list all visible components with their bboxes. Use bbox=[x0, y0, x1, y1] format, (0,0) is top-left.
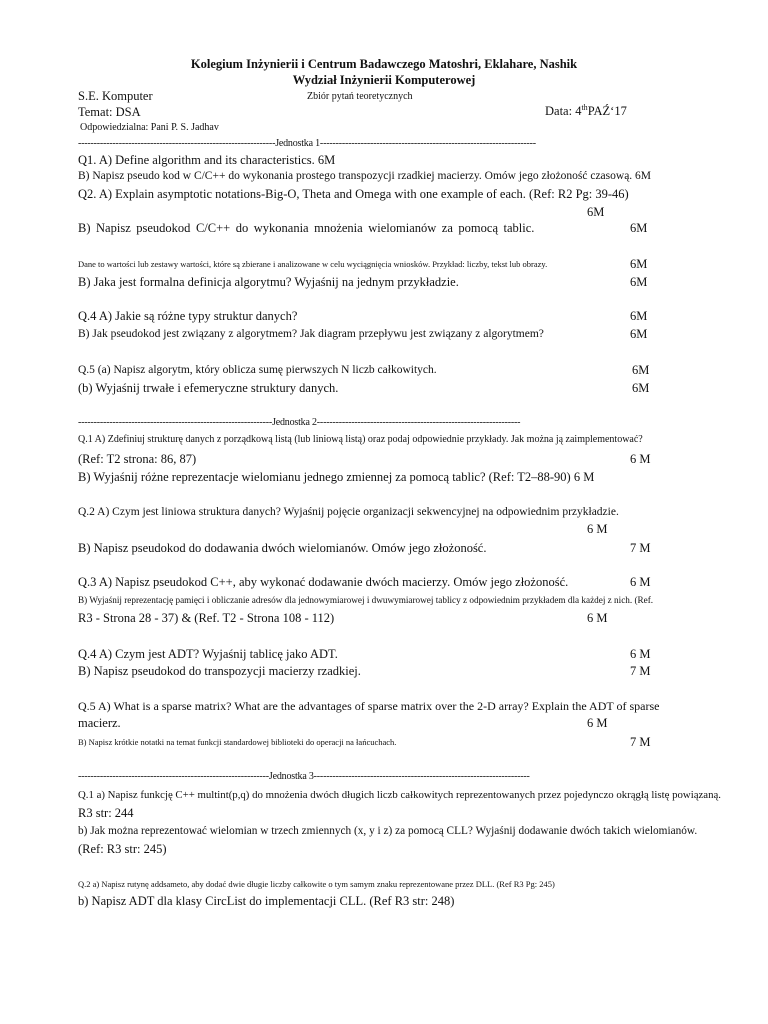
question-line: B) Napisz pseudo kod w C/C++ do wykonania prostego transpozycji rzadkiej macierzy. Omów jego złożoność czasową. 6M bbox=[78, 170, 652, 182]
marks-label: 6 M bbox=[587, 716, 608, 730]
college-name: Kolegium Inżynierii i Centrum Badawczego Matoshri, Eklahare, Nashik bbox=[190, 57, 578, 71]
question-line: B) Napisz pseudokod C/C++ do wykonania mnożenia wielomianów za pomocą tablic. bbox=[78, 221, 535, 235]
marks-label: 6M bbox=[630, 309, 648, 323]
question-line: Q.5 A) What is a sparse matrix? What are the advantages of sparse matrix over the 2-D array? Explain the ADT of sparse bbox=[78, 699, 660, 713]
faculty-in-charge: Odpowiedzialna: Pani P. S. Jadhav bbox=[80, 122, 219, 133]
question-line: (b) Wyjaśnij trwałe i efemeryczne struktury danych. bbox=[78, 381, 339, 395]
marks-label: 6M bbox=[630, 257, 648, 271]
question-line: Q.5 (a) Napisz algorytm, który oblicza sumę pierwszych N liczb całkowitych. bbox=[78, 364, 437, 376]
unit-3-divider: -------------------------------------------------------------Jednostka 3--------------------------------------------------------------------- bbox=[78, 771, 530, 782]
question-line: (Ref: T2 strona: 86, 87) bbox=[78, 452, 197, 466]
marks-label: 6M bbox=[632, 381, 650, 395]
question-line: B) Jaka jest formalna definicja algorytmu? Wyjaśnij na jednym przykładzie. bbox=[78, 275, 459, 289]
question-line: Q.2 a) Napisz rutynę addsameto, aby dodać dwie długie liczby całkowite o tym samym znaku reprezentowane przez DLL. (Ref R3 Pg: 245) bbox=[78, 879, 555, 889]
question-line: Q.1 a) Napisz funkcję C++ multint(p,q) do mnożenia dwóch długich liczb całkowitych reprezentowanych przez pojedynczo okrągłą listę powiązaną. bbox=[78, 789, 721, 801]
exam-date: Data: 4thPAŹ‘17 bbox=[545, 102, 627, 118]
question-line: macierz. bbox=[78, 716, 121, 730]
question-line: b) Jak można reprezentować wielomian w trzech zmiennych (x, y i z) za pomocą CLL? Wyjaśnij dodawanie dwóch takich wielomianów. bbox=[78, 825, 698, 837]
question-line: Q.3 A) Napisz pseudokod C++, aby wykonać dodawanie dwóch macierzy. Omów jego złożoność. bbox=[78, 575, 569, 589]
question-line: B) Wyjaśnij reprezentację pamięci i obliczanie adresów dla jednowymiarowej i dwuwymiarowej tablicy z odpowiednim przykładem dla każdej z nich. (Ref. bbox=[78, 595, 654, 605]
question-line: B) Wyjaśnij różne reprezentacje wielomianu jednego zmiennej za pomocą tablic? (Ref: T2–88-90) 6 M bbox=[78, 470, 595, 484]
question-line: Q.4 A) Jakie są różne typy struktur danych? bbox=[78, 309, 298, 323]
subject-name: Temat: DSA bbox=[78, 105, 141, 119]
question-line: R3 - Strona 28 - 37) & (Ref. T2 - Strona 108 - 112) bbox=[78, 611, 335, 625]
question-line: Dane to wartości lub zestawy wartości, które są zbierane i analizowane w celu wyciągnięcia wniosków. Przykład: liczby, tekst lub obrazy. bbox=[78, 259, 548, 269]
question-line: B) Napisz pseudokod do transpozycji macierzy rzadkiej. bbox=[78, 664, 361, 678]
question-line: (Ref: R3 str: 245) bbox=[78, 842, 167, 856]
marks-label: 6M bbox=[632, 363, 650, 377]
question-line: R3 str: 244 bbox=[78, 806, 134, 820]
unit-1-divider: ---------------------------------------------------------------Jednostka 1--------------------------------------------------------------------- bbox=[78, 138, 536, 149]
marks-label: 6M bbox=[630, 221, 648, 235]
question-line: b) Napisz ADT dla klasy CircList do implementacji CLL. (Ref R3 str: 248) bbox=[78, 894, 455, 908]
marks-label: 6 M bbox=[587, 522, 608, 536]
marks-label: 6 M bbox=[587, 611, 608, 625]
question-line: Q.1 A) Zdefiniuj strukturę danych z porządkową listą (lub liniową listą) oraz podaj odpowiednie przykłady. Jak można ją zaimplementować? bbox=[78, 434, 643, 445]
unit-2-divider: --------------------------------------------------------------Jednostka 2----------------------------------------------------------------- bbox=[78, 417, 521, 428]
department-name: Wydział Inżynierii Komputerowej bbox=[292, 73, 476, 87]
question-line: Q.4 A) Czym jest ADT? Wyjaśnij tablicę jako ADT. bbox=[78, 647, 338, 661]
class-name: S.E. Komputer bbox=[78, 89, 153, 103]
question-set-title: Zbiór pytań teoretycznych bbox=[307, 91, 413, 102]
marks-label: 6M bbox=[630, 327, 648, 341]
question-line: B) Napisz krótkie notatki na temat funkcji standardowej biblioteki do operacji na łańcuchach. bbox=[78, 737, 397, 747]
question-line: Q2. A) Explain asymptotic notations-Big-O, Theta and Omega with one example of each. (Ref: R2 Pg: 39-46) bbox=[78, 187, 629, 201]
question-line: B) Jak pseudokod jest związany z algorytmem? Jak diagram przepływu jest związany z algorytmem? bbox=[78, 328, 544, 340]
question-line: B) Napisz pseudokod do dodawania dwóch wielomianów. Omów jego złożoność. bbox=[78, 541, 487, 555]
marks-label: 6 M bbox=[630, 452, 651, 466]
marks-label: 7 M bbox=[630, 664, 651, 678]
marks-label: 6M bbox=[630, 275, 648, 289]
marks-label: 6 M bbox=[630, 647, 651, 661]
marks-label: 7 M bbox=[630, 541, 651, 555]
marks-label: 6 M bbox=[630, 575, 651, 589]
question-line: Q1. A) Define algorithm and its characteristics. 6M bbox=[78, 153, 336, 167]
question-line: Q.2 A) Czym jest liniowa struktura danych? Wyjaśnij pojęcie organizacji sekwencyjnej na odpowiednim przykładzie. bbox=[78, 506, 619, 518]
marks-label: 7 M bbox=[630, 735, 651, 749]
marks-label: 6M bbox=[587, 205, 605, 219]
